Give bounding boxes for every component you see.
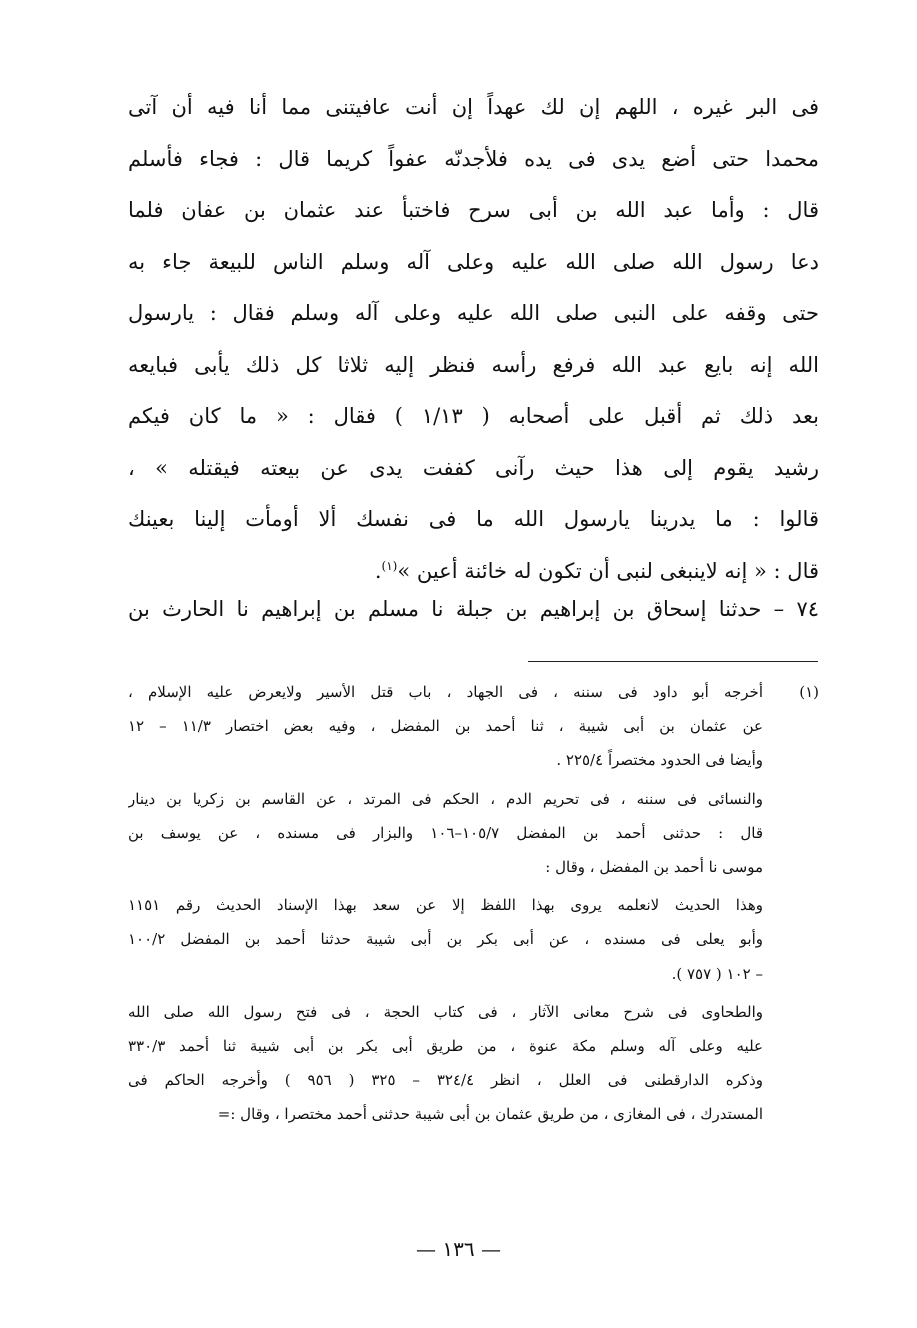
main-text-line: الله إنه بايع عبد الله فرفع رأسه فنظر إليه ثلاثا كل ذلك يأبى فبايعه bbox=[128, 352, 819, 377]
main-text-line: حتى وقفه على النبى صلى الله عليه وعلى آله وسلم فقال : يارسول bbox=[128, 301, 819, 325]
footnote-line: قال : حدثنى أحمد بن المفضل ١٠٥/٧–١٠٦ والبزار فى مسنده ، عن يوسف بن bbox=[128, 823, 763, 842]
last-line-text: قال : « إنه لاينبغى لنبى أن تكون له خائنة أعين » bbox=[397, 558, 819, 583]
footnote-line: – ١٠٢ ( ٧٥٧ ). bbox=[671, 964, 763, 983]
footnote-line: عن عثمان بن أبى شيبة ، ثنا أحمد بن المفضل ، وفيه بعض اختصار ١١/٣ – ١٢ bbox=[128, 717, 763, 736]
footnotes-section bbox=[128, 675, 819, 1136]
footnote-line: وهذا الحديث لانعلمه يروى بهذا اللفظ إلا عن سعد بهذا الإسناد الحديث رقم ١١٥١ bbox=[128, 896, 763, 915]
main-text bbox=[128, 82, 819, 597]
footnote-line: وذكره الدارقطنى فى العلل ، انظر ٣٢٤/٤ – ٣٢٥ ( ٩٥٦ ) وأخرجه الحاكم فى bbox=[128, 1071, 763, 1090]
main-text-line: قالوا : ما يدرينا يارسول الله ما فى نفسك ألا أومأت إلينا بعينك bbox=[128, 507, 819, 531]
footnote-line: أخرجه أبو داود فى سننه ، فى الجهاد ، باب قتل الأسير ولايعرض عليه الإسلام ، bbox=[128, 683, 763, 701]
main-text-line: فى البر غيره ، اللهم إن لك عهداً إن أنت عافيتنى مما أنا فيه أن آتى bbox=[128, 95, 819, 119]
main-text-line: بعد ذلك ثم أقبل على أصحابه ( ١/١٣ ) فقال : « ما كان فيكم bbox=[128, 404, 819, 428]
footnote-line: موسى نا أحمد بن المفضل ، وقال : bbox=[545, 858, 763, 877]
main-text-line: قال : وأما عبد الله بن أبى سرح فاختبأ عند عثمان بن عفان فلما bbox=[128, 198, 819, 222]
main-text-line: دعا رسول الله صلى الله عليه وعلى آله وسلم الناس للبيعة جاء به bbox=[128, 249, 819, 274]
footnote-line: المستدرك ، فى المغازى ، من طريق عثمان بن أبى شيبة حدثنى أحمد مختصرا ، وقال := bbox=[217, 1105, 763, 1124]
main-text-line: رشيد يقوم إلى هذا حيث رآنى كففت يدى عن بيعته فيقتله » ، bbox=[128, 455, 819, 480]
main-text-line: محمدا حتى أضع يدى فى يده فلأجدنّه عفواً كريما قال : فجاء فأسلم bbox=[128, 146, 819, 171]
footnote-divider bbox=[528, 661, 818, 662]
page-number: — ١٣٦ — bbox=[416, 1237, 501, 1261]
footnote-line: والنسائى فى سننه ، فى تحريم الدم ، الحكم فى المرتد ، عن القاسم بن زكريا بن دينار bbox=[128, 789, 763, 808]
footnote-paragraph bbox=[128, 888, 763, 991]
footnote-line: وأبو يعلى فى مسنده ، عن أبى بكر بن أبى شيبة حدثنا أحمد بن المفضل ١٠٠/٢ bbox=[128, 930, 763, 949]
footnote-reference[interactable]: (١) bbox=[381, 558, 398, 573]
footnote-line: والطحاوى فى شرح معانى الآثار ، فى كتاب الحجة ، فى فتح رسول الله صلى الله bbox=[128, 1002, 763, 1021]
footnote-line: وأيضا فى الحدود مختصراً ٢٢٥/٤ . bbox=[556, 751, 763, 770]
footnote-paragraph bbox=[128, 782, 763, 885]
footnote-body bbox=[128, 675, 763, 1132]
footnote-line: عليه وعلى آله وسلم مكة عنوة ، من طريق أبى بكر بن أبى شيبة ثنا أحمد ٣٣٠/٣ bbox=[128, 1037, 763, 1056]
hadith-74-line: ٧٤ – حدثنا إسحاق بن إبراهيم بن جبلة نا مسلم بن إبراهيم نا الحارث بن bbox=[128, 597, 819, 621]
footnote-paragraph bbox=[128, 675, 763, 778]
footnote-number: (١) bbox=[799, 683, 819, 701]
footnote-paragraph bbox=[128, 995, 763, 1132]
last-line-end: . bbox=[374, 558, 382, 583]
